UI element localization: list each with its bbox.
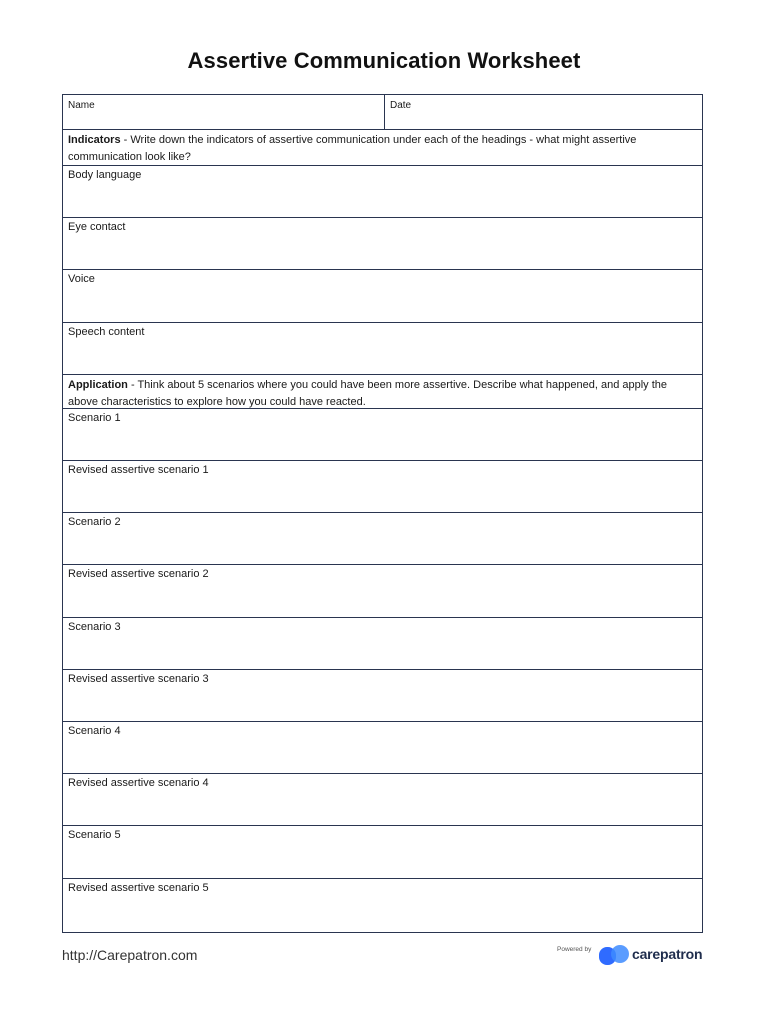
scenario-label: Scenario 1 xyxy=(68,412,121,424)
carepatron-logo xyxy=(599,943,709,967)
scenario-label: Revised assertive scenario 3 xyxy=(68,673,209,685)
date-field[interactable] xyxy=(385,95,702,129)
indicator-label: Body language xyxy=(68,169,142,181)
scenario-label: Scenario 3 xyxy=(68,621,121,633)
indicator-row-voice[interactable] xyxy=(63,270,702,323)
scenario-label: Revised assertive scenario 2 xyxy=(68,568,209,580)
name-field[interactable] xyxy=(63,95,385,129)
scenario-row-5[interactable] xyxy=(63,826,702,879)
indicators-heading-row xyxy=(63,130,702,166)
indicators-heading-bold: Indicators xyxy=(68,134,121,146)
name-label: Name xyxy=(68,100,95,111)
indicator-row-body-language[interactable] xyxy=(63,166,702,218)
scenario-label: Revised assertive scenario 5 xyxy=(68,882,209,894)
application-heading xyxy=(68,377,694,411)
powered-by-text: Powered by xyxy=(557,946,592,953)
revised-scenario-row-5[interactable] xyxy=(63,879,702,934)
application-heading-row xyxy=(63,375,702,409)
scenario-row-1[interactable] xyxy=(63,409,702,461)
scenario-row-2[interactable] xyxy=(63,513,702,565)
carepatron-link[interactable]: http://Carepatron.com xyxy=(62,947,198,963)
worksheet-title: Assertive Communication Worksheet xyxy=(187,48,581,73)
indicators-heading-text: - Write down the indicators of assertive communication under each of the headings - what might assertive communication look like? xyxy=(68,134,637,163)
carepatron-brand-text: carepatron xyxy=(632,946,703,962)
carepatron-logo-icon xyxy=(599,943,629,965)
indicator-row-eye-contact[interactable] xyxy=(63,218,702,270)
application-heading-text: - Think about 5 scenarios where you could have been more assertive. Describe what happened, and apply the above characteristics to explore how you could have reacted. xyxy=(68,379,668,408)
indicators-heading xyxy=(68,132,694,166)
indicator-row-speech-content[interactable] xyxy=(63,323,702,375)
worksheet-table xyxy=(62,94,703,933)
scenario-label: Scenario 4 xyxy=(68,725,121,737)
indicator-label: Speech content xyxy=(68,326,145,338)
name-date-row xyxy=(63,95,702,130)
revised-scenario-row-2[interactable] xyxy=(63,565,702,618)
scenario-row-4[interactable] xyxy=(63,722,702,774)
indicator-label: Voice xyxy=(68,273,95,285)
application-heading-bold: Application xyxy=(68,379,128,391)
indicator-label: Eye contact xyxy=(68,221,126,233)
scenario-label: Revised assertive scenario 4 xyxy=(68,777,209,789)
revised-scenario-row-3[interactable] xyxy=(63,670,702,722)
scenario-label: Scenario 5 xyxy=(68,829,121,841)
scenario-label: Revised assertive scenario 1 xyxy=(68,464,209,476)
revised-scenario-row-4[interactable] xyxy=(63,774,702,826)
date-label: Date xyxy=(390,100,412,111)
revised-scenario-row-1[interactable] xyxy=(63,461,702,513)
scenario-row-3[interactable] xyxy=(63,618,702,670)
scenario-label: Scenario 2 xyxy=(68,516,121,528)
